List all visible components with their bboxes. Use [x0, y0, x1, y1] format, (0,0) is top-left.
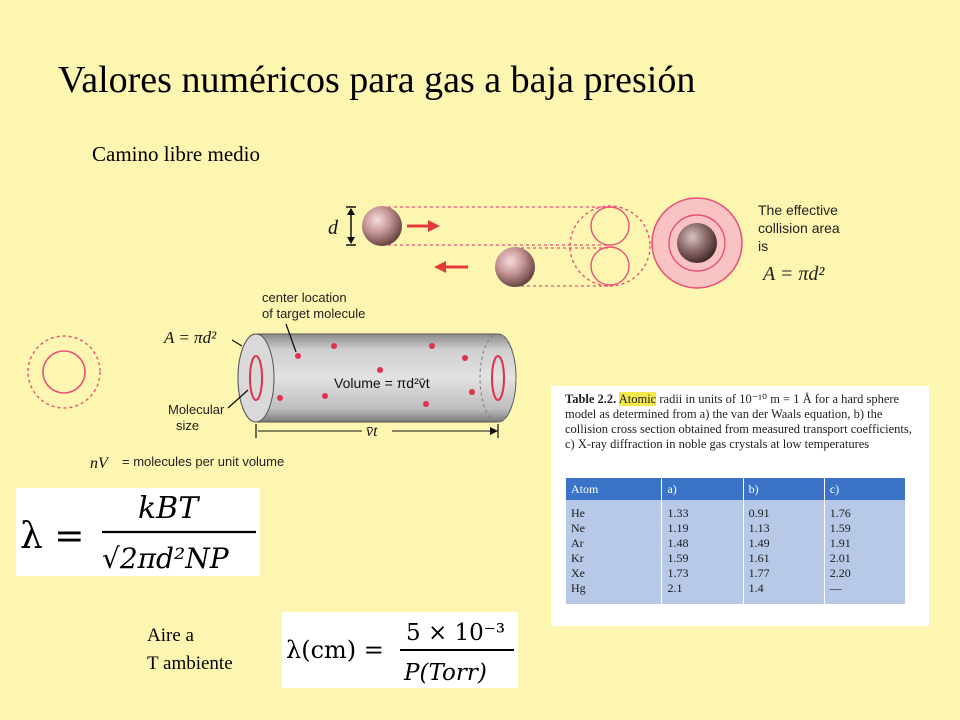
table-cell: 1.76 [824, 500, 905, 521]
table-row [566, 566, 906, 581]
collision-text-line2: collision area [758, 220, 840, 236]
table-row [566, 500, 906, 521]
air-formula-denominator: P(Torr) [404, 660, 487, 686]
air-mean-free-path-formula [282, 612, 518, 688]
table-caption-text: radii in units of 10⁻¹⁰ m = 1 Å for a hard sphere model as determined from a) the van der Waals equation, b) the collision cross section obtained from measured transport coefficients, c) X-ray diffraction in noble gas crystals at low temperatures [565, 392, 912, 451]
table-caption-number: Table 2.2. [565, 392, 617, 406]
table-header-cell: b) [743, 478, 824, 500]
table-cell: 1.61 [743, 551, 824, 566]
molecule-ball [495, 247, 535, 287]
table-cell: Hg [566, 581, 662, 604]
table-cell: 2.01 [824, 551, 905, 566]
table-cell: 1.48 [662, 536, 743, 551]
table-row [566, 521, 906, 536]
center-location-label-1: center location [262, 290, 347, 305]
table-cell: 1.4 [743, 581, 824, 604]
air-formula-numerator: 5 × 10⁻³ [406, 620, 506, 646]
table-row [566, 581, 906, 604]
center-location-label-2: of target molecule [262, 306, 366, 321]
table-cell: 1.33 [662, 500, 743, 521]
diameter-label: d [328, 217, 338, 239]
air-label-line1: Aire a [147, 625, 194, 646]
collision-area-formula: A = πd² [763, 263, 825, 285]
formula-lhs: λ = [20, 516, 85, 557]
table-cell: 1.19 [662, 521, 743, 536]
table-cell: Kr [566, 551, 662, 566]
nv-symbol: nV [90, 455, 108, 472]
table-cell: 1.77 [743, 566, 824, 581]
collision-text-line1: The effective [758, 202, 838, 218]
table-row [566, 551, 906, 566]
table-header-cell: c) [824, 478, 905, 500]
page-title: Valores numéricos para gas a baja presión [58, 59, 696, 101]
table-cell: 2.1 [662, 581, 743, 604]
table-cell: Ne [566, 521, 662, 536]
cylinder-area-formula: A = πd² [164, 328, 217, 347]
table-header-row [566, 478, 906, 500]
table-cell: 1.49 [743, 536, 824, 551]
table-cell: 1.59 [824, 521, 905, 536]
atomic-radii-table-panel [551, 386, 929, 626]
molecular-size-label-1: Molecular [168, 402, 225, 417]
table-cell: 1.91 [824, 536, 905, 551]
collision-text-line3: is [758, 238, 769, 254]
nv-description: = molecules per unit volume [122, 454, 285, 469]
mean-free-path-formula [16, 488, 260, 576]
air-room-temp-label [147, 622, 233, 678]
length-label: v̄t [366, 423, 378, 440]
table-cell: 1.13 [743, 521, 824, 536]
atomic-radii-table [566, 478, 906, 604]
formula-denominator: √2πd²NP [102, 542, 229, 575]
volume-label: Volume = πd²v̄t [334, 375, 430, 391]
page-subtitle: Camino libre medio [92, 142, 260, 166]
air-formula-lhs: λ(cm) = [286, 636, 384, 664]
table-cell: 1.73 [662, 566, 743, 581]
table-caption [565, 392, 917, 452]
table-cell: Xe [566, 566, 662, 581]
table-cell: 2.20 [824, 566, 905, 581]
table-cell: 1.59 [662, 551, 743, 566]
table-cell: 0.91 [743, 500, 824, 521]
table-row [566, 536, 906, 551]
table-header-cell: Atom [566, 478, 662, 500]
table-cell: Ar [566, 536, 662, 551]
molecular-size-label-2: size [176, 418, 200, 433]
molecule-ball [362, 206, 402, 246]
table-caption-highlight: Atomic [618, 392, 657, 406]
table-cell: — [824, 581, 905, 604]
table-cell: He [566, 500, 662, 521]
collision-area-figure [310, 188, 870, 298]
table-header-cell: a) [662, 478, 743, 500]
collision-cylinder-figure [80, 286, 530, 476]
formula-numerator: kBT [138, 491, 199, 526]
air-label-line2: T ambiente [147, 653, 233, 674]
